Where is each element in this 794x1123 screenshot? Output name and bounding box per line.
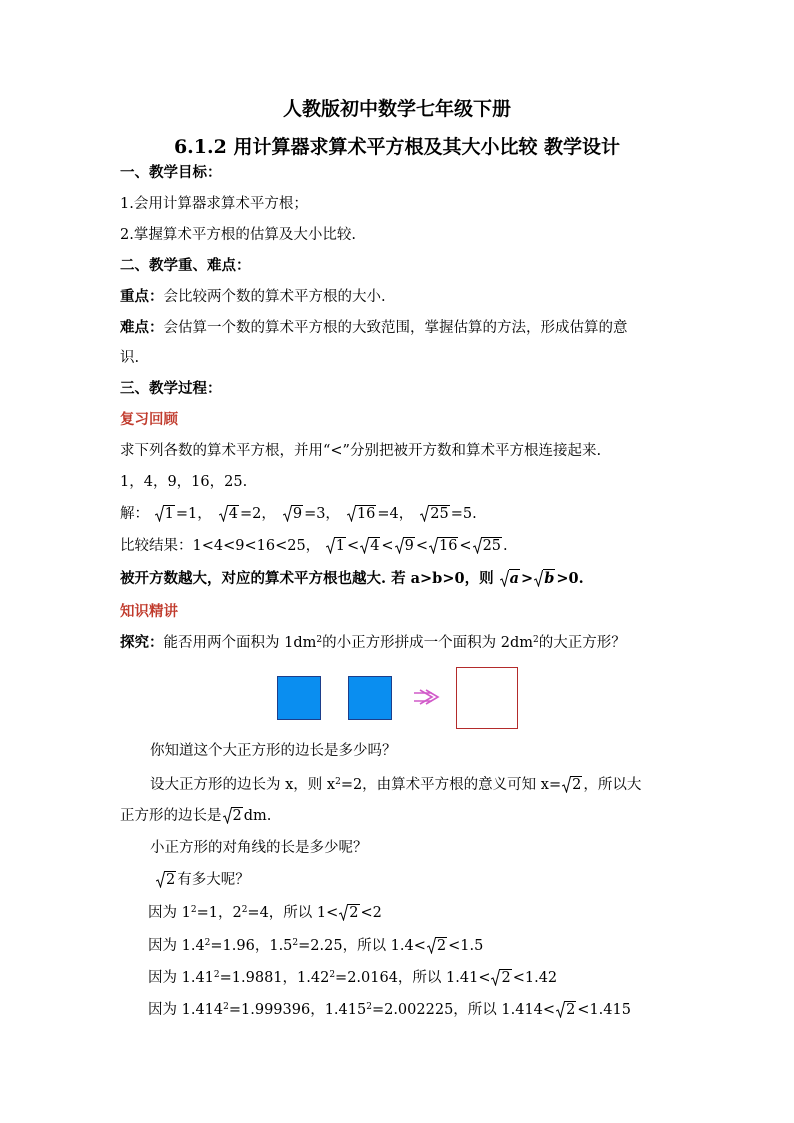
difficult-text: 会估算一个数的算术平方根的大致范围，掌握估算的方法，形成估算的意 bbox=[163, 320, 628, 336]
radical-icon bbox=[360, 537, 369, 554]
sqrt-2: 2 bbox=[223, 806, 243, 826]
sqrt-expression: 9 bbox=[395, 536, 415, 556]
solution-line bbox=[120, 504, 680, 524]
compare-label: 比较结果： bbox=[120, 538, 193, 554]
sqrt-2: 2 bbox=[156, 870, 176, 890]
question-diagonal: 小正方形的对角线的长是多少呢？ bbox=[150, 840, 368, 856]
sqrt-a: a bbox=[500, 569, 520, 589]
radical-icon bbox=[347, 505, 356, 522]
double-arrow-icon bbox=[412, 689, 442, 705]
estimate-step-3: 因为 $1.41^2=1.9881$，$1.42^2=2.0164$，所以 1.41< 2 <1.42 bbox=[148, 970, 558, 986]
sqrt-2: 2 bbox=[427, 936, 447, 956]
less-than-sign: < bbox=[415, 538, 428, 554]
radical-icon bbox=[420, 505, 429, 522]
small-square-2 bbox=[348, 676, 392, 720]
sqrt-expression: 1 bbox=[326, 536, 346, 556]
sqrt-value: =4， bbox=[377, 506, 414, 522]
radical-icon bbox=[429, 537, 438, 554]
question-sqrt2-size: 2 有多大呢？ bbox=[155, 870, 715, 890]
review-heading: 复习回顾 bbox=[120, 411, 178, 428]
root-chain bbox=[325, 538, 503, 554]
less-than-sign: < bbox=[459, 538, 472, 554]
radical-icon bbox=[326, 537, 335, 554]
sqrt-expression: 16 bbox=[429, 536, 458, 556]
sqrt-expression: 4 bbox=[219, 504, 239, 524]
goal-item-2: 2.掌握算术平方根的估算及大小比较. bbox=[120, 227, 356, 243]
radical-icon bbox=[491, 969, 500, 986]
document-title: 人教版初中数学七年级下册 bbox=[282, 98, 511, 120]
radical-icon bbox=[427, 937, 436, 954]
radical-icon bbox=[156, 871, 165, 888]
sqrt-expression: 1 bbox=[155, 504, 175, 524]
sqrt-value: =1， bbox=[175, 506, 212, 522]
sqrt-results bbox=[154, 506, 483, 522]
sqrt-2: 2 bbox=[491, 968, 511, 988]
explore-line: 探究：能否用两个面积为 $1dm^2$的小正方形拼成一个面积为 $2dm^2$的大正方形？ bbox=[120, 634, 626, 651]
sqrt-b: b bbox=[534, 569, 555, 589]
side-length-para-cont: 正方形的边长是 2 dm. bbox=[120, 808, 272, 824]
radical-icon bbox=[534, 570, 543, 587]
estimate-step-2: 因为 $1.4^2=1.96$，$1.5^2=2.25$，所以 1.4< 2 <1.5 bbox=[148, 938, 484, 954]
sqrt-2: 2 bbox=[339, 903, 359, 923]
compare-period: . bbox=[503, 538, 508, 554]
sqrt-expression: 9 bbox=[283, 504, 303, 524]
difficult-point bbox=[120, 318, 680, 338]
less-than-sign: < bbox=[381, 538, 394, 554]
sqrt-value: =2， bbox=[239, 506, 276, 522]
conclusion-line: 被开方数越大，对应的算术平方根也越大. 若 a>b>0，则 a > b >0. bbox=[120, 570, 584, 587]
section-teaching-goals: 一、教学目标： bbox=[120, 164, 222, 181]
radical-icon bbox=[556, 1001, 565, 1018]
big-square bbox=[456, 667, 518, 729]
side-length-para: 设大正方形的边长为 x，则 $x^2=2$，由算术平方根的意义可知 x= 2 ，所以大 bbox=[150, 777, 642, 793]
sqrt-expression: 4 bbox=[360, 536, 380, 556]
radical-icon bbox=[155, 505, 164, 522]
radical-icon bbox=[562, 776, 571, 793]
sqrt-expression: 25 bbox=[420, 504, 449, 524]
radical-icon bbox=[500, 570, 509, 587]
difficult-point-cont: 识. bbox=[120, 350, 140, 366]
radical-icon bbox=[219, 505, 228, 522]
sqrt-value: =5. bbox=[450, 506, 477, 522]
sqrt-value: =3， bbox=[304, 506, 340, 522]
key-text: 会比较两个数的算术平方根的大小. bbox=[163, 289, 386, 305]
explore-label: 探究： bbox=[120, 634, 164, 651]
radical-icon bbox=[473, 537, 482, 554]
difficult-label: 难点： bbox=[120, 319, 164, 336]
radical-icon bbox=[223, 807, 232, 824]
small-square-1 bbox=[277, 676, 321, 720]
estimate-step-1: 因为 $1^2=1$，$2^2=4$，所以 1< 2 <2 bbox=[148, 905, 382, 921]
sqrt-expression: 25 bbox=[473, 536, 502, 556]
compare-chain: 1<4<9<16<25， bbox=[192, 538, 321, 554]
radical-icon bbox=[395, 537, 404, 554]
compare-line bbox=[120, 536, 680, 556]
question-side-length: 你知道这个大正方形的边长是多少吗？ bbox=[150, 743, 397, 759]
lesson-title: 6.1.2 用计算器求算术平方根及其大小比较 教学设计 bbox=[173, 136, 621, 158]
sqrt-expression: 16 bbox=[347, 504, 376, 524]
radical-icon bbox=[283, 505, 292, 522]
number-list: 1，4，9，16，25. bbox=[120, 474, 248, 490]
estimate-step-4: 因为 $1.414^2=1.999396$，$1.415^2=2.002225$，所以 1.414< 2 <1.415 bbox=[148, 1002, 631, 1018]
radical-icon bbox=[339, 904, 348, 921]
knowledge-heading: 知识精讲 bbox=[120, 603, 178, 620]
goal-item-1: 1.会用计算器求算术平方根； bbox=[120, 196, 308, 212]
section-teaching-process: 三、教学过程： bbox=[120, 380, 222, 397]
key-point bbox=[120, 287, 680, 307]
less-than-sign: < bbox=[347, 538, 360, 554]
sqrt-2: 2 bbox=[562, 775, 582, 795]
conclusion-text: 被开方数越大，对应的算术平方根也越大. 若 a>b>0，则 bbox=[120, 570, 494, 587]
solution-label: 解： bbox=[120, 506, 149, 522]
sqrt-2: 2 bbox=[556, 1000, 576, 1020]
section-key-difficult: 二、教学重、难点： bbox=[120, 257, 251, 274]
review-task: 求下列各数的算术平方根，并用“<”分别把被开方数和算术平方根连接起来. bbox=[120, 443, 602, 459]
key-label: 重点： bbox=[120, 288, 164, 305]
